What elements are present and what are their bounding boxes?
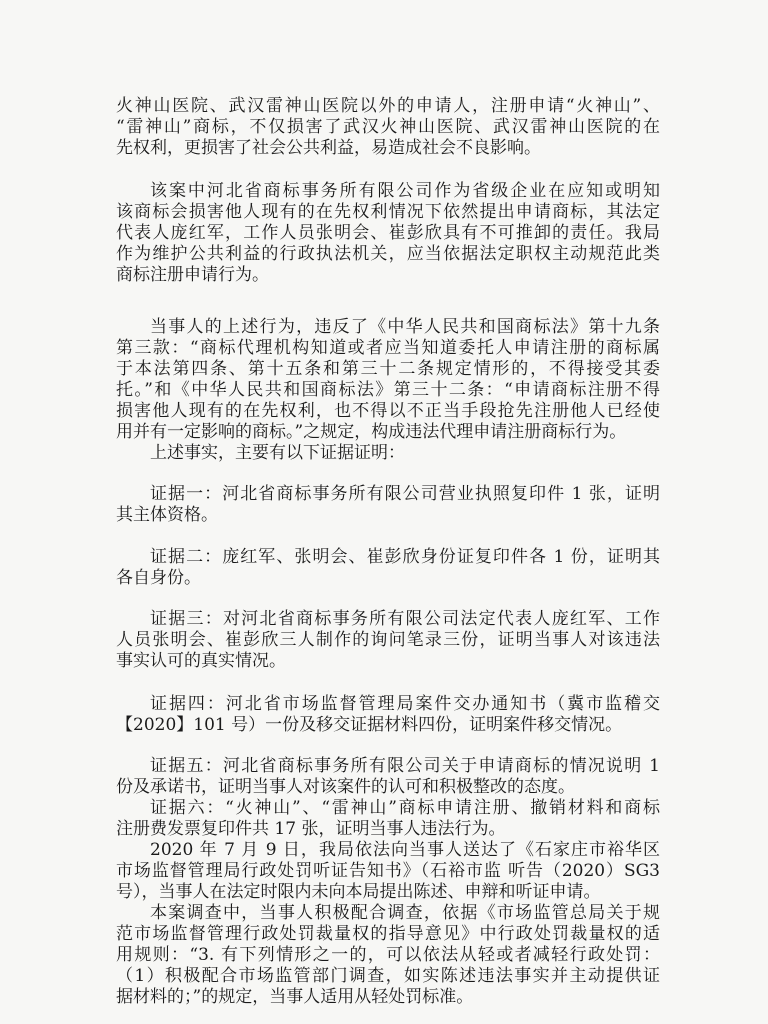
text-line: 号），当事人在法定时限内未向本局提出陈述、申辩和听证申请。 bbox=[116, 882, 601, 902]
text-line: 该商标会损害他人现有的在先权利情况下依然提出申请商标，其法定 bbox=[116, 202, 660, 222]
text-line: 据材料的；”的规定，当事人适用从轻处罚标准。 bbox=[116, 987, 474, 1007]
text-line: 于本法第四条、第十五条和第三十二条规定情形的，不得接受其委 bbox=[116, 359, 660, 379]
text-line: 用并有一定影响的商标。”之规定，构成违法代理申请注册商标行为。 bbox=[116, 422, 627, 442]
text-line: 2020 年 7 月 9 日，我局依法向当事人送达了《石家庄市裕华区 bbox=[150, 840, 660, 860]
text-line: 其主体资格。 bbox=[116, 505, 218, 525]
text-line: “雷神山”商标，不仅损害了武汉火神山医院、武汉雷神山医院的在 bbox=[116, 117, 660, 137]
text-line: 代表人庞红军，工作人员张明会、崔彭欣具有不可推卸的责任。我局 bbox=[116, 223, 660, 243]
text-line: 托。”和《中华人民共和国商标法》第三十二条：“申请商标注册不得 bbox=[116, 380, 660, 400]
text-line: 用规则：“3. 有下列情形之一的，可以依法从轻或者减轻行政处罚： bbox=[116, 945, 660, 965]
text-line: 证据一：河北省商标事务所有限公司营业执照复印件 1 张，证明 bbox=[150, 484, 660, 504]
paragraph-evidence-6 bbox=[116, 798, 660, 840]
text-line: 市场监督管理局行政处罚听证告知书》（石裕市监 听告（2020）SG3 bbox=[116, 861, 660, 881]
paragraph-law-violation bbox=[116, 317, 660, 443]
paragraph-hearing-notice bbox=[116, 840, 660, 903]
text-line: 份及承诺书，证明当事人对该案件的认可和积极整改的态度。 bbox=[116, 777, 575, 797]
text-line: 商标注册申请行为。 bbox=[116, 265, 269, 285]
text-line: 事实认可的真实情况。 bbox=[116, 651, 286, 671]
text-line: 证据三：对河北省商标事务所有限公司法定代表人庞红军、工作 bbox=[150, 609, 660, 629]
text-line: 该案中河北省商标事务所有限公司作为省级企业在应知或明知 bbox=[150, 181, 660, 201]
text-line: 本案调查中，当事人积极配合调查，依据《市场监管总局关于规 bbox=[150, 903, 660, 923]
text-line: 证据四：河北省市场监督管理局案件交办通知书（冀市监稽交 bbox=[150, 694, 660, 714]
paragraph-evidence-1 bbox=[116, 484, 660, 526]
text-line: 范市场监督管理行政处罚裁量权的指导意见》中行政处罚裁量权的适 bbox=[116, 924, 660, 944]
text-line: 作为维护公共利益的行政执法机关，应当依据法定职权主动规范此类 bbox=[116, 244, 660, 264]
paragraph-evidence-4 bbox=[116, 694, 660, 736]
text-line: 先权利，更损害了社会公共利益，易造成社会不良影响。 bbox=[116, 138, 541, 158]
paragraph-evidence-5 bbox=[116, 756, 660, 798]
text-line: 证据二：庞红军、张明会、崔彭欣身份证复印件各 1 份，证明其 bbox=[150, 547, 660, 567]
paragraph-lenient-penalty bbox=[116, 903, 660, 1008]
paragraph-evidence-2 bbox=[116, 547, 660, 589]
text-line: 各自身份。 bbox=[116, 568, 201, 588]
text-line: 损害他人现有的在先权利，也不得以不正当手段抢先注册他人已经使 bbox=[116, 401, 660, 421]
text-line: 注册费发票复印件共 17 张，证明当事人违法行为。 bbox=[116, 819, 506, 839]
text-line: 证据六：“火神山”、“雷神山”商标申请注册、撤销材料和商标 bbox=[150, 798, 660, 818]
paragraph-case-responsibility bbox=[116, 181, 660, 286]
text-line: 【2020】101 号）一份及移交证据材料四份，证明案件移交情况。 bbox=[116, 715, 623, 735]
text-line: （1）积极配合市场监管部门调查，如实陈述违法事实并主动提供证 bbox=[116, 966, 660, 986]
text-line: 第三款：“商标代理机构知道或者应当知道委托人申请注册的商标属 bbox=[116, 338, 660, 358]
text-line: 当事人的上述行为，违反了《中华人民共和国商标法》第十九条 bbox=[150, 317, 660, 337]
paragraph-evidence-intro bbox=[116, 443, 660, 464]
text-line: 上述事实，主要有以下证据证明： bbox=[150, 443, 405, 463]
text-line: 火神山医院、武汉雷神山医院以外的申请人，注册申请“火神山”、 bbox=[116, 96, 660, 116]
paragraph-evidence-3 bbox=[116, 609, 660, 672]
text-line: 人员张明会、崔彭欣三人制作的询问笔录三份，证明当事人对该违法 bbox=[116, 630, 660, 650]
paragraph-hospital-rights bbox=[116, 96, 660, 159]
text-line: 证据五：河北省商标事务所有限公司关于申请商标的情况说明 1 bbox=[150, 756, 660, 776]
